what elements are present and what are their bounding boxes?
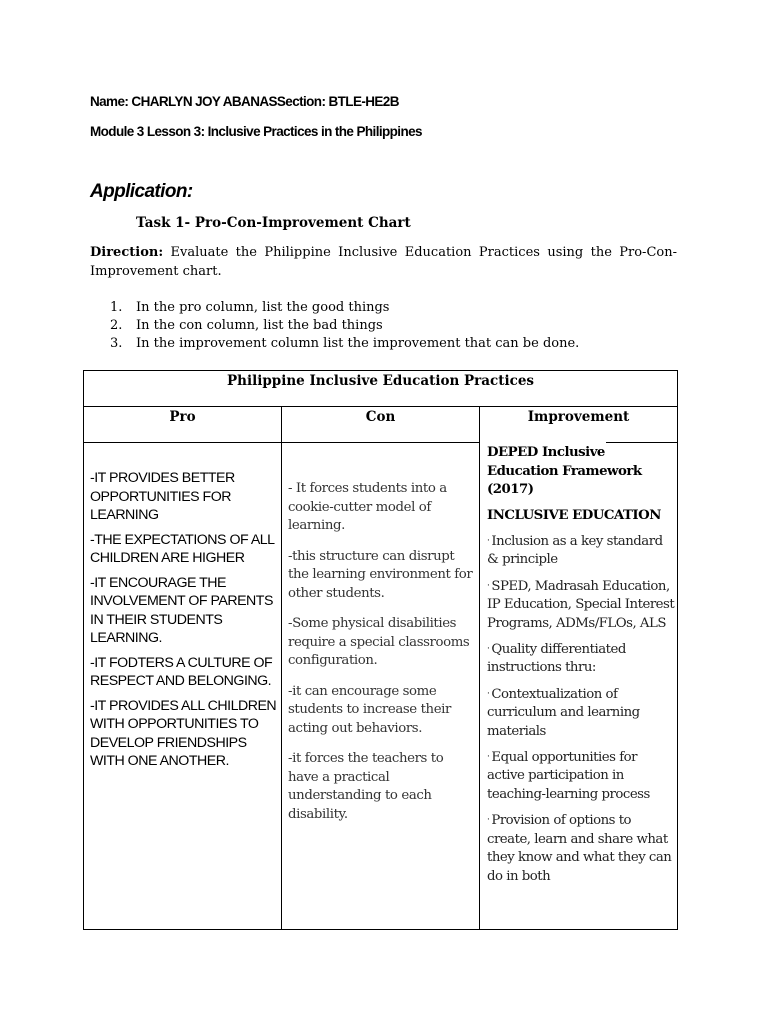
improvement-item: · SPED, Madrasah Education, IP Education, Special Interest Programs, ADMs/FLOs, ALS (487, 578, 675, 631)
improvement-subheading: INCLUSIVE EDUCATION (487, 507, 661, 523)
pro-item: -IT FODTERS A CULTURE OF RESPECT AND BELONGING. (90, 654, 273, 689)
list-item (110, 317, 690, 335)
column-header-improvement: Improvement (527, 409, 630, 425)
direction-text: Evaluate the Philippine Inclusive Education Practices using the Pro-Con-Improvement chart. (90, 245, 677, 279)
step-number: 3. (110, 336, 123, 351)
direction-label: Direction: (90, 245, 164, 260)
bullet-icon: · (487, 815, 490, 826)
pro-item: -IT PROVIDES BETTER OPPORTUNITIES FOR LEARNING (90, 470, 235, 523)
step-text: In the con column, list the bad things (136, 318, 383, 333)
module-lesson-title: Module 3 Lesson 3: Inclusive Practices in the Philippines (90, 124, 422, 139)
improvement-item: · Provision of options to create, learn and share what they know and what they can do in both (487, 813, 672, 884)
table-border-right (677, 370, 678, 930)
table-title-divider (83, 406, 678, 407)
table-border-bottom (83, 929, 678, 930)
column-header-con: Con (365, 409, 396, 425)
improvement-column (487, 444, 675, 893)
improvement-item: · Contextualization of curriculum and learning materials (487, 686, 640, 739)
list-item (110, 299, 690, 317)
table-border-top (83, 370, 678, 371)
con-item: -it forces the teachers to have a practical understanding to each disability. (288, 751, 444, 822)
column-header-pro: Pro (169, 409, 196, 425)
table-title: Philippine Inclusive Education Practices (226, 373, 535, 389)
improvement-item: · Equal opportunities for active participation in teaching-learning process (487, 749, 650, 802)
con-item: -it can encourage some students to increase their acting out behaviors. (288, 683, 451, 736)
pro-item: -THE EXPECTATIONS OF ALL CHILDREN ARE HIGHER (90, 531, 275, 566)
improvement-item: · Quality differentiated instructions thru: (487, 641, 626, 676)
con-item: -this structure can disrupt the learning environment for other students. (288, 548, 473, 601)
con-column (288, 480, 474, 836)
bullet-icon: · (487, 536, 490, 546)
improvement-item: · Inclusion as a key standard & principle (487, 533, 663, 568)
step-number: 1. (110, 300, 123, 315)
step-text: In the pro column, list the good things (136, 300, 390, 315)
application-heading: Application: (90, 181, 193, 202)
student-name-section: Name: CHARLYN JOY ABANASSection: BTLE-HE2B (90, 94, 399, 109)
instruction-steps (110, 299, 690, 353)
step-text: In the improvement column list the improvement that can be done. (136, 336, 580, 351)
step-number: 2. (110, 318, 123, 333)
bullet-icon: · (487, 644, 490, 654)
column-divider-1 (281, 406, 282, 930)
table-border-left (83, 370, 84, 930)
improvement-heading: DEPED Inclusive Education Framework (2017) (487, 445, 642, 497)
list-item (110, 335, 690, 353)
con-item: - It forces students into a cookie-cutter model of learning. (288, 481, 447, 533)
bullet-icon: · (487, 752, 490, 762)
con-item: -Some physical disabilities require a special classrooms configuration. (288, 616, 470, 668)
pro-item: -IT ENCOURAGE THE INVOLVEMENT OF PARENTS IN THEIR STUDENTS LEARNING. (90, 574, 273, 646)
bullet-icon: · (487, 688, 490, 699)
bullet-icon: · (487, 580, 490, 591)
pro-item: -IT PROVIDES ALL CHILDREN WITH OPPORTUNITIES TO DEVELOP FRIENDSHIPS WITH ONE ANOTHER. (90, 697, 277, 769)
pro-column (90, 469, 278, 777)
direction-paragraph (90, 243, 677, 281)
column-divider-2 (479, 406, 480, 930)
task-title: Task 1- Pro-Con-Improvement Chart (136, 215, 411, 231)
table-header-divider-right (606, 442, 678, 443)
